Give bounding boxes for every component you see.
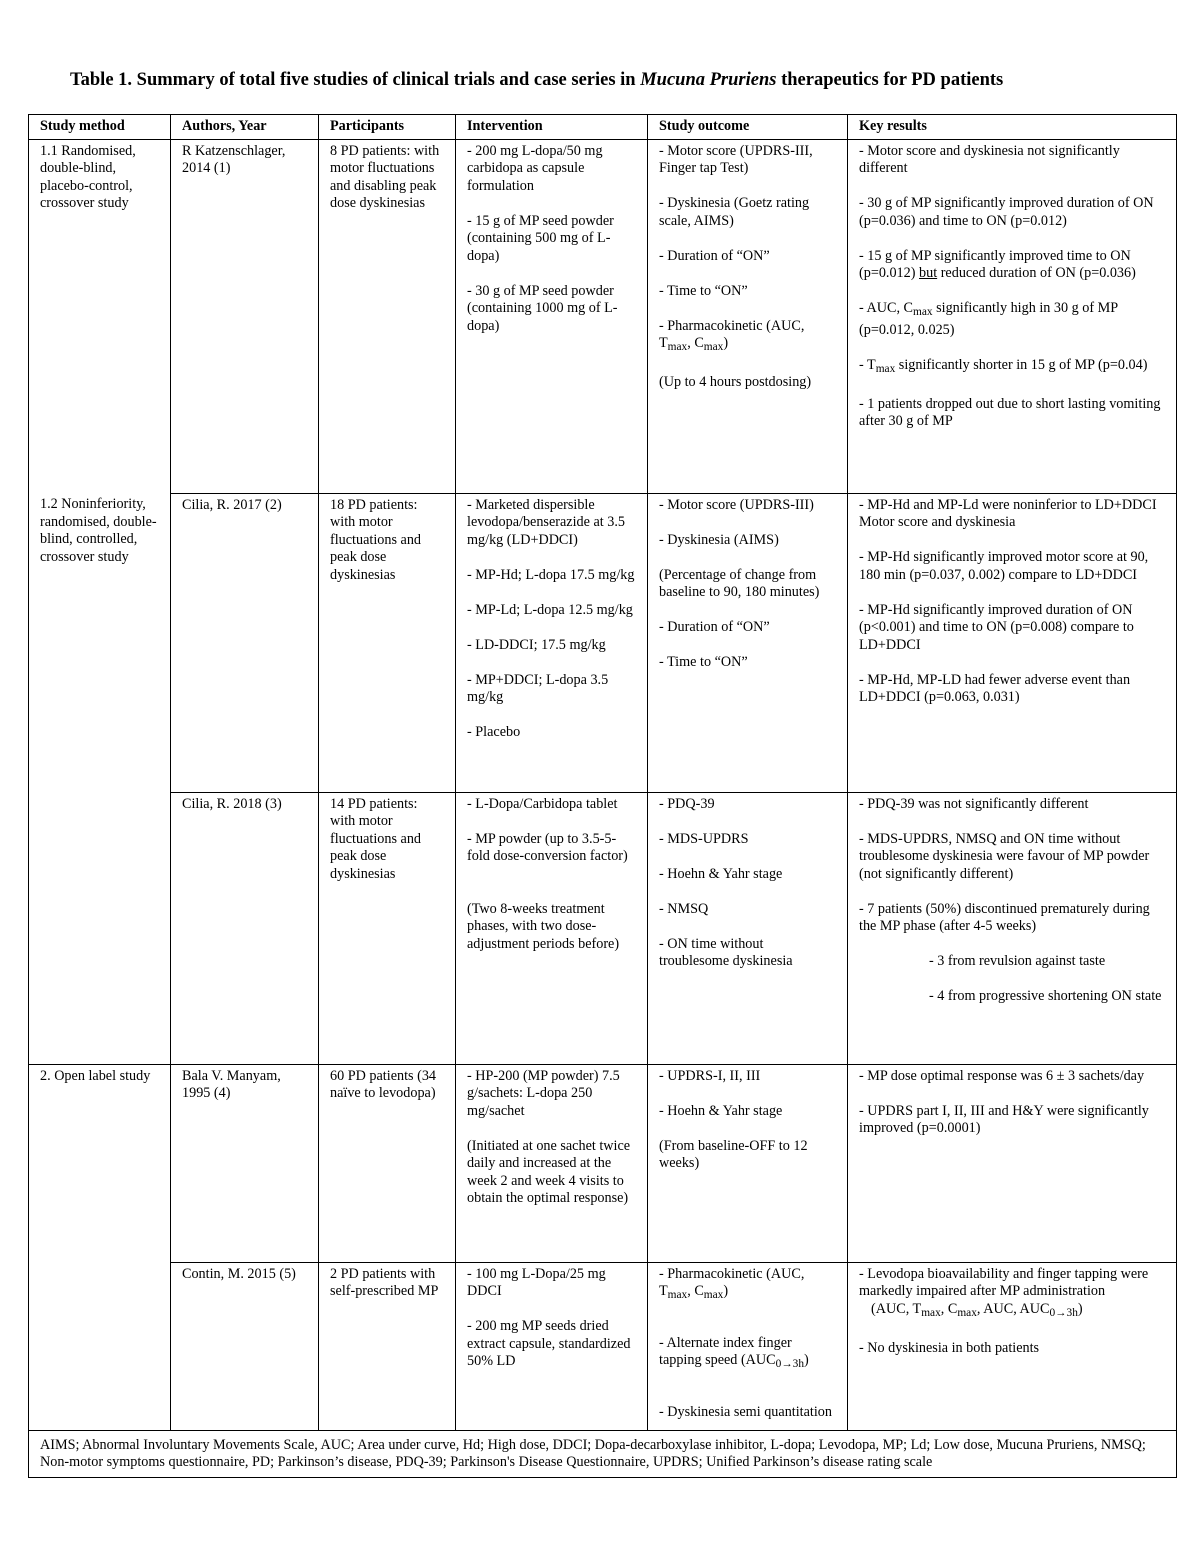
list-item: - Alternate index finger tapping speed $(AUC_{0\to 3h})$ xyxy=(659,1334,809,1370)
list-item: - 30 g of MP seed powder (containing 1000 mg of L-dopa) xyxy=(467,282,618,334)
outcome-cell xyxy=(648,139,848,493)
list-item: - 1 patients dropped out due to short lasting vomiting after 30 g of MP xyxy=(859,395,1161,429)
list-item: - PDQ-39 xyxy=(659,795,715,812)
list-item: - PDQ-39 was not significantly different xyxy=(859,795,1089,812)
list-item: - L-Dopa/Carbidopa tablet xyxy=(467,795,618,812)
header-row xyxy=(29,115,1177,140)
author-cell: Cilia, R. 2017 (2) xyxy=(171,493,319,792)
list-item: - Time to “ON” xyxy=(659,654,748,670)
list-item: - MP-Hd and MP-Ld were noninferior to LD+DDCI Motor score and dyskinesia xyxy=(859,496,1157,530)
list-item: - $T_{max}$ significantly shorter in 15 g of MP (p=0.04) xyxy=(859,356,1148,375)
list-item: - 200 mg L-dopa/50 mg carbidopa as capsule formulation xyxy=(467,142,603,194)
list-item: - Motor score (UPDRS-III) xyxy=(659,496,814,513)
study-method-cell xyxy=(29,1262,171,1430)
list-item: (Up to 4 hours postdosing) xyxy=(659,374,812,390)
list-item: - Time to “ON” xyxy=(659,282,748,299)
list-item: - Duration of “ON” xyxy=(659,619,770,635)
title-text: Table 1. Summary of total five studies of clinical trials and case series in xyxy=(70,70,641,90)
study-method-cell xyxy=(29,1064,171,1262)
list-item: - Hoehn & Yahr stage xyxy=(659,1102,783,1119)
results-cell xyxy=(848,139,1177,493)
list-item: - MP dose optimal response was 6 ± 3 sachets/day xyxy=(859,1067,1145,1084)
list-item: (Initiated at one sachet twice daily and increased at the week 2 and week 4 visits to obtain the optimal response) xyxy=(467,1137,631,1206)
results-cell xyxy=(848,1262,1177,1430)
list-item: - MP-Hd significantly improved motor score at 90, 180 min (p=0.037, 0.002) compare to LD+DDCI xyxy=(859,549,1149,583)
list-item: - Dyskinesia semi quantitation xyxy=(659,1403,832,1420)
participants-cell: 2 PD patients with self-prescribed MP xyxy=(319,1262,456,1430)
intervention-cell xyxy=(456,792,648,1064)
list-item: - No dyskinesia in both patients xyxy=(859,1339,1040,1356)
results-cell xyxy=(848,792,1177,1064)
participants-cell: 8 PD patients: with motor fluctuations and disabling peak dose dyskinesias xyxy=(319,139,456,493)
header-authors-year: Authors, Year xyxy=(171,115,319,140)
participants-cell: 18 PD patients: with motor fluctuations and peak dose dyskinesias xyxy=(319,493,456,792)
list-item: - Duration of “ON” xyxy=(659,247,770,264)
list-item: - Pharmacokinetic (AUC, $T_{max}$, $C_{max}$) xyxy=(659,317,805,353)
study-method-text: 1.2 Noninferiority, randomised, double-blind, controlled, crossover study xyxy=(40,496,157,565)
participants-cell: 14 PD patients: with motor fluctuations and peak dose dyskinesias xyxy=(319,792,456,1064)
footnote-row xyxy=(29,1430,1177,1477)
header-study-method: Study method xyxy=(29,115,171,140)
list-item: - MDS-UPDRS xyxy=(659,830,749,847)
header-participants: Participants xyxy=(319,115,456,140)
intervention-cell xyxy=(456,1064,648,1262)
list-item: - Dyskinesia (Goetz rating scale, AIMS) xyxy=(659,195,810,229)
list-item: - HP-200 (MP powder) 7.5 g/sachets: L-dopa 250 mg/sachet xyxy=(467,1067,620,1119)
table-row xyxy=(29,139,1177,493)
list-item: - MDS-UPDRS, NMSQ and ON time without troublesome dyskinesia were favour of MP powder (not significantly different) xyxy=(859,830,1150,882)
list-item: - LD-DDCI; 17.5 mg/kg xyxy=(467,636,606,653)
intervention-cell xyxy=(456,493,648,792)
list-item: - MP-Hd; L-dopa 17.5 mg/kg xyxy=(467,566,635,583)
list-item: - Motor score and dyskinesia not significantly different xyxy=(859,142,1120,176)
list-item: - Dyskinesia (AIMS) xyxy=(659,531,779,548)
table-row xyxy=(29,792,1177,1064)
list-item: (Percentage of change from baseline to 90, 180 minutes) xyxy=(659,566,820,600)
list-item: - ON time without troublesome dyskinesia xyxy=(659,935,793,969)
table-row xyxy=(29,1262,1177,1430)
table-row xyxy=(29,1064,1177,1262)
list-item: - MP+DDCI; L-dopa 3.5 mg/kg xyxy=(467,671,609,705)
list-item: (Two 8-weeks treatment phases, with two dose-adjustment periods before) xyxy=(467,900,620,952)
list-item: - MP-Hd, MP-LD had fewer adverse event than LD+DDCI (p=0.063, 0.031) xyxy=(859,671,1131,705)
table-title xyxy=(70,70,1170,91)
list-item: - MP-Hd significantly improved duration of ON (p<0.001) and time to ON (p=0.008) compare to LD+DDCI xyxy=(859,601,1134,653)
list-item: - UPDRS part I, II, III and H&Y were significantly improved (p=0.0001) xyxy=(859,1102,1149,1136)
table-row xyxy=(29,493,1177,792)
list-item: - 200 mg MP seeds dried extract capsule, standardized 50% LD xyxy=(467,1318,631,1369)
study-method-cell xyxy=(29,792,171,1064)
results-cell xyxy=(848,1064,1177,1262)
list-item: - 15 g of MP seed powder (containing 500 mg of L-dopa) xyxy=(467,212,614,264)
outcome-cell xyxy=(648,1064,848,1262)
study-method-text: 2. Open label study xyxy=(40,1067,151,1084)
header-key-results: Key results xyxy=(848,115,1177,140)
participants-cell: 60 PD patients (34 naïve to levodopa) xyxy=(319,1064,456,1262)
list-item: - UPDRS-I, II, III xyxy=(659,1067,761,1084)
study-method-cell xyxy=(29,493,171,792)
list-item: - 7 patients (50%) discontinued prematurely during the MP phase (after 4-5 weeks) xyxy=(859,900,1150,934)
list-item: - 30 g of MP significantly improved duration of ON (p=0.036) and time to ON (p=0.012) xyxy=(859,195,1154,229)
intervention-cell xyxy=(456,1262,648,1430)
outcome-cell xyxy=(648,792,848,1064)
list-item: - 3 from revulsion against taste xyxy=(929,953,1106,969)
list-item: - MP-Ld; L-dopa 12.5 mg/kg xyxy=(467,601,633,618)
list-item: (AUC, $T_{max}$, $C_{max}$, AUC, $AUC_{0\to 3h}$) xyxy=(871,1300,1083,1319)
outcome-cell xyxy=(648,493,848,792)
author-cell: R Katzenschlager, 2014 (1) xyxy=(171,139,319,493)
study-method-cell xyxy=(29,139,171,493)
list-item: - 15 g of MP significantly improved time to ON (p=0.012) but reduced duration of ON (p=0.036) xyxy=(859,247,1136,281)
list-item: - Hoehn & Yahr stage xyxy=(659,865,783,882)
title-text-end: therapeutics for PD patients xyxy=(776,70,1004,90)
summary-table xyxy=(28,114,1177,1478)
list-item: - Levodopa bioavailability and finger tapping were markedly impaired after MP administration xyxy=(859,1265,1149,1299)
outcome-cell xyxy=(648,1262,848,1430)
author-cell: Contin, M. 2015 (5) xyxy=(171,1262,319,1430)
list-item: - NMSQ xyxy=(659,900,709,917)
list-item: - 100 mg L-Dopa/25 mg DDCI xyxy=(467,1265,606,1299)
list-item: - Placebo xyxy=(467,724,521,740)
list-item: - Motor score (UPDRS-III, Finger tap Test) xyxy=(659,142,813,176)
header-intervention: Intervention xyxy=(456,115,648,140)
study-method-text: 1.1 Randomised, double-blind, placebo-control, crossover study xyxy=(40,142,136,211)
list-item: (From baseline-OFF to 12 weeks) xyxy=(659,1137,808,1171)
author-cell: Cilia, R. 2018 (3) xyxy=(171,792,319,1064)
list-item: - MP powder (up to 3.5-5-fold dose-conversion factor) xyxy=(467,830,628,864)
footnote: AIMS; Abnormal Involuntary Movements Scale, AUC; Area under curve, Hd; High dose, DDCI; Dopa-decarboxylase inhibitor, L-dopa; Levodopa, MP; Ld; Low dose, Mucuna Pruriens, NMSQ; Non-motor symptoms questionnaire, PD; Parkinson’s disease, PDQ-39; Parkinson's Disease Questionnaire, UPDRS; Unified Parkinson’s disease rating scale xyxy=(29,1430,1177,1477)
list-item: - AUC, $C_{max}$ significantly high in 30 g of MP (p=0.012, 0.025) xyxy=(859,300,1118,338)
author-cell: Bala V. Manyam, 1995 (4) xyxy=(171,1064,319,1262)
list-item: - Marketed dispersible levodopa/benserazide at 3.5 mg/kg (LD+DDCI) xyxy=(467,496,625,548)
list-item: - Pharmacokinetic (AUC, $T_{max}$, $C_{max}$) xyxy=(659,1265,805,1301)
header-study-outcome: Study outcome xyxy=(648,115,848,140)
list-item: - 4 from progressive shortening ON state xyxy=(929,988,1162,1004)
intervention-cell xyxy=(456,139,648,493)
results-cell xyxy=(848,493,1177,792)
title-italic-term: Mucuna Pruriens xyxy=(640,70,777,90)
